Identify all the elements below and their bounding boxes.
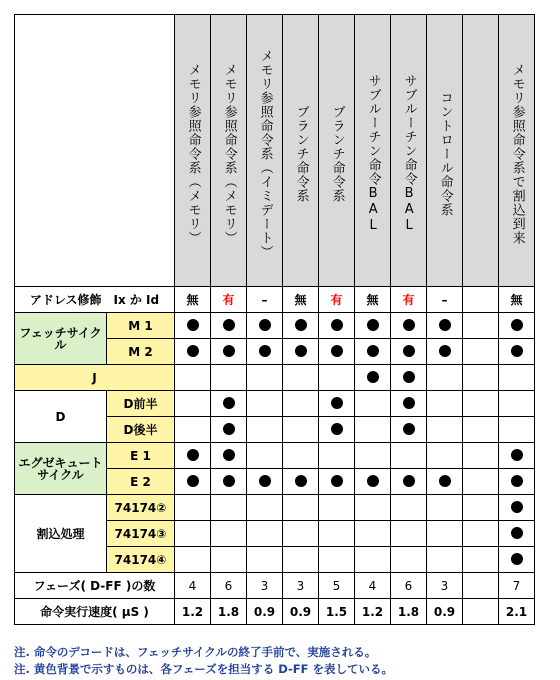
mark-cell xyxy=(427,547,463,573)
addr-mod-cell: 無 xyxy=(283,287,319,313)
mark-cell xyxy=(175,339,211,365)
mark-cell xyxy=(499,495,535,521)
filled-circle-icon xyxy=(403,397,415,409)
filled-circle-icon xyxy=(331,423,343,435)
row-label-speed: 命令実行速度( μS ) xyxy=(15,599,175,625)
mark-cell xyxy=(175,469,211,495)
mark-cell xyxy=(247,313,283,339)
mark-cell xyxy=(211,417,247,443)
mark-cell xyxy=(427,391,463,417)
filled-circle-icon xyxy=(511,475,523,487)
table-row xyxy=(15,15,535,287)
filled-circle-icon xyxy=(187,449,199,461)
mark-cell xyxy=(391,339,427,365)
row-label-74174-2: 74174② xyxy=(107,495,175,521)
mark-cell xyxy=(427,469,463,495)
mark-cell xyxy=(463,313,499,339)
row-label-interrupt: 割込処理 xyxy=(15,495,107,573)
mark-cell xyxy=(175,547,211,573)
mark-cell xyxy=(175,521,211,547)
filled-circle-icon xyxy=(331,475,343,487)
mark-cell xyxy=(211,313,247,339)
filled-circle-icon xyxy=(511,449,523,461)
mark-cell xyxy=(391,391,427,417)
row-label-e1: E 1 xyxy=(107,443,175,469)
row-label-d: D xyxy=(15,391,107,443)
speed-cell: 2.1 xyxy=(499,599,535,625)
mark-cell xyxy=(463,495,499,521)
row-label-m1: M 1 xyxy=(107,313,175,339)
header-corner xyxy=(15,15,175,287)
mark-cell xyxy=(463,469,499,495)
mark-cell xyxy=(499,443,535,469)
mark-cell xyxy=(499,521,535,547)
phase-count-cell: 5 xyxy=(319,573,355,599)
mark-cell xyxy=(247,365,283,391)
column-header-label: コントロール命令系 xyxy=(437,90,453,217)
mark-cell xyxy=(247,417,283,443)
mark-cell xyxy=(463,417,499,443)
mark-cell xyxy=(427,521,463,547)
row-label-j: J xyxy=(15,365,175,391)
column-header xyxy=(283,15,319,287)
mark-cell xyxy=(463,391,499,417)
row-label-m2: M 2 xyxy=(107,339,175,365)
table-row xyxy=(15,573,535,599)
mark-cell xyxy=(427,365,463,391)
mark-cell xyxy=(355,417,391,443)
phase-count-cell: 3 xyxy=(283,573,319,599)
mark-cell xyxy=(319,365,355,391)
filled-circle-icon xyxy=(403,371,415,383)
filled-circle-icon xyxy=(259,319,271,331)
mark-cell xyxy=(175,391,211,417)
speed-cell: 0.9 xyxy=(247,599,283,625)
filled-circle-icon xyxy=(259,475,271,487)
mark-cell xyxy=(319,417,355,443)
mark-cell xyxy=(499,417,535,443)
addr-mod-cell: 無 xyxy=(355,287,391,313)
mark-cell xyxy=(283,443,319,469)
filled-circle-icon xyxy=(223,449,235,461)
mark-cell xyxy=(319,313,355,339)
column-header-label: メモリ参照命令系（イミデート） xyxy=(257,48,273,259)
mark-cell xyxy=(355,365,391,391)
row-label-74174-4: 74174④ xyxy=(107,547,175,573)
speed-cell: 1.2 xyxy=(355,599,391,625)
addr-mod-cell: – xyxy=(427,287,463,313)
mark-cell xyxy=(391,495,427,521)
mark-cell xyxy=(211,365,247,391)
filled-circle-icon xyxy=(511,527,523,539)
row-label-execute: エグゼキュートサイクル xyxy=(15,443,107,495)
filled-circle-icon xyxy=(331,397,343,409)
mark-cell xyxy=(319,495,355,521)
column-header xyxy=(355,15,391,287)
mark-cell xyxy=(391,547,427,573)
speed-cell: 0.9 xyxy=(427,599,463,625)
phase-count-cell: 6 xyxy=(391,573,427,599)
mark-cell xyxy=(391,443,427,469)
mark-cell xyxy=(319,443,355,469)
mark-cell xyxy=(499,313,535,339)
filled-circle-icon xyxy=(223,423,235,435)
column-header-label: メモリ参照命令系で割込到来 xyxy=(509,62,525,245)
filled-circle-icon xyxy=(295,475,307,487)
mark-cell xyxy=(211,521,247,547)
speed-cell: 1.2 xyxy=(175,599,211,625)
mark-cell xyxy=(175,417,211,443)
mark-cell xyxy=(175,443,211,469)
table-row xyxy=(15,391,535,417)
filled-circle-icon xyxy=(223,319,235,331)
mark-cell xyxy=(499,339,535,365)
mark-cell xyxy=(463,521,499,547)
addr-mod-cell: – xyxy=(247,287,283,313)
speed-cell: 0.9 xyxy=(283,599,319,625)
mark-cell xyxy=(463,443,499,469)
addr-mod-cell: 無 xyxy=(175,287,211,313)
mark-cell xyxy=(499,365,535,391)
mark-cell xyxy=(391,521,427,547)
note-2: 注. 黄色背景で示すものは、各フェーズを担当する D-FF を表している。 xyxy=(14,662,393,676)
mark-cell xyxy=(391,313,427,339)
filled-circle-icon xyxy=(259,345,271,357)
table-row xyxy=(15,365,535,391)
mark-cell xyxy=(463,339,499,365)
filled-circle-icon xyxy=(187,319,199,331)
column-header xyxy=(247,15,283,287)
mark-cell xyxy=(427,495,463,521)
column-header xyxy=(427,15,463,287)
filled-circle-icon xyxy=(367,345,379,357)
phase-count-cell: 3 xyxy=(427,573,463,599)
filled-circle-icon xyxy=(187,475,199,487)
filled-circle-icon xyxy=(367,475,379,487)
mark-cell xyxy=(499,469,535,495)
mark-cell xyxy=(283,313,319,339)
mark-cell xyxy=(463,547,499,573)
filled-circle-icon xyxy=(367,371,379,383)
filled-circle-icon xyxy=(403,475,415,487)
phase-count-cell: 3 xyxy=(247,573,283,599)
mark-cell xyxy=(175,495,211,521)
speed-cell: 1.8 xyxy=(211,599,247,625)
mark-cell xyxy=(283,469,319,495)
mark-cell xyxy=(319,521,355,547)
mark-cell xyxy=(427,443,463,469)
filled-circle-icon xyxy=(403,423,415,435)
mark-cell xyxy=(355,391,391,417)
column-header-label: メモリ参照命令系（メモリ） xyxy=(221,62,237,245)
note-1: 注. 命令のデコードは、フェッチサイクルの終了手前で、実施される。 xyxy=(14,645,377,659)
table-row xyxy=(15,313,535,339)
column-header xyxy=(319,15,355,287)
speed-cell: 1.8 xyxy=(391,599,427,625)
mark-cell xyxy=(247,521,283,547)
addr-mod-cell: 有 xyxy=(319,287,355,313)
mark-cell xyxy=(283,521,319,547)
mark-cell xyxy=(463,365,499,391)
mark-cell xyxy=(211,391,247,417)
mark-cell xyxy=(499,391,535,417)
mark-cell xyxy=(175,313,211,339)
mark-cell xyxy=(499,547,535,573)
mark-cell xyxy=(211,547,247,573)
table-row xyxy=(15,599,535,625)
instruction-phase-table xyxy=(14,14,535,625)
mark-cell xyxy=(391,469,427,495)
mark-cell xyxy=(319,339,355,365)
mark-cell xyxy=(283,391,319,417)
speed-cell: 1.5 xyxy=(319,599,355,625)
column-header-label: ブランチ命令系 xyxy=(329,104,345,203)
phase-count-cell: 7 xyxy=(499,573,535,599)
filled-circle-icon xyxy=(439,345,451,357)
filled-circle-icon xyxy=(367,319,379,331)
mark-cell xyxy=(211,495,247,521)
filled-circle-icon xyxy=(439,475,451,487)
mark-cell xyxy=(355,339,391,365)
mark-cell xyxy=(283,495,319,521)
mark-cell xyxy=(427,313,463,339)
mark-cell xyxy=(355,547,391,573)
phase-count-cell: 4 xyxy=(355,573,391,599)
column-header xyxy=(463,15,499,287)
phase-count-cell: 4 xyxy=(175,573,211,599)
mark-cell xyxy=(247,391,283,417)
row-label-addr-mod: アドレス修飾 Ix か Id xyxy=(15,287,175,313)
mark-cell xyxy=(319,391,355,417)
mark-cell xyxy=(247,547,283,573)
mark-cell xyxy=(427,417,463,443)
filled-circle-icon xyxy=(223,475,235,487)
instruction-phase-table-wrap xyxy=(14,14,535,625)
column-header-label: サブルーチン命令BAL xyxy=(401,73,417,234)
notes xyxy=(14,644,393,678)
row-label-phases: フェーズ( D-FF )の数 xyxy=(15,573,175,599)
column-header-label: メモリ参照命令系（メモリ） xyxy=(185,62,201,245)
mark-cell xyxy=(283,417,319,443)
mark-cell xyxy=(355,469,391,495)
mark-cell xyxy=(319,547,355,573)
mark-cell xyxy=(211,469,247,495)
filled-circle-icon xyxy=(403,319,415,331)
row-label-74174-3: 74174③ xyxy=(107,521,175,547)
mark-cell xyxy=(247,443,283,469)
row-label-fetch: フェッチサイクル xyxy=(15,313,107,365)
addr-mod-cell: 有 xyxy=(211,287,247,313)
mark-cell xyxy=(319,469,355,495)
mark-cell xyxy=(247,469,283,495)
filled-circle-icon xyxy=(223,345,235,357)
filled-circle-icon xyxy=(331,319,343,331)
mark-cell xyxy=(283,365,319,391)
mark-cell xyxy=(247,495,283,521)
mark-cell xyxy=(175,365,211,391)
table-row xyxy=(15,287,535,313)
filled-circle-icon xyxy=(331,345,343,357)
mark-cell xyxy=(355,313,391,339)
table-row xyxy=(15,443,535,469)
filled-circle-icon xyxy=(511,501,523,513)
filled-circle-icon xyxy=(511,345,523,357)
mark-cell xyxy=(391,417,427,443)
phase-count-cell: 6 xyxy=(211,573,247,599)
phase-count-cell xyxy=(463,573,499,599)
column-header xyxy=(391,15,427,287)
filled-circle-icon xyxy=(187,345,199,357)
filled-circle-icon xyxy=(511,319,523,331)
mark-cell xyxy=(427,339,463,365)
filled-circle-icon xyxy=(439,319,451,331)
addr-mod-cell: 有 xyxy=(391,287,427,313)
filled-circle-icon xyxy=(223,397,235,409)
addr-mod-cell: 無 xyxy=(499,287,535,313)
row-label-d-second: D後半 xyxy=(107,417,175,443)
mark-cell xyxy=(211,339,247,365)
column-header xyxy=(211,15,247,287)
column-header-label: サブルーチン命令BAL xyxy=(365,73,381,234)
mark-cell xyxy=(355,443,391,469)
row-label-e2: E 2 xyxy=(107,469,175,495)
mark-cell xyxy=(355,521,391,547)
mark-cell xyxy=(283,547,319,573)
addr-mod-cell xyxy=(463,287,499,313)
column-header xyxy=(499,15,535,287)
speed-cell xyxy=(463,599,499,625)
mark-cell xyxy=(355,495,391,521)
mark-cell xyxy=(283,339,319,365)
column-header-label: ブランチ命令系 xyxy=(293,104,309,203)
filled-circle-icon xyxy=(511,553,523,565)
row-label-d-first: D前半 xyxy=(107,391,175,417)
mark-cell xyxy=(247,339,283,365)
filled-circle-icon xyxy=(403,345,415,357)
mark-cell xyxy=(391,365,427,391)
filled-circle-icon xyxy=(295,345,307,357)
table-row xyxy=(15,495,535,521)
filled-circle-icon xyxy=(295,319,307,331)
column-header xyxy=(175,15,211,287)
mark-cell xyxy=(211,443,247,469)
